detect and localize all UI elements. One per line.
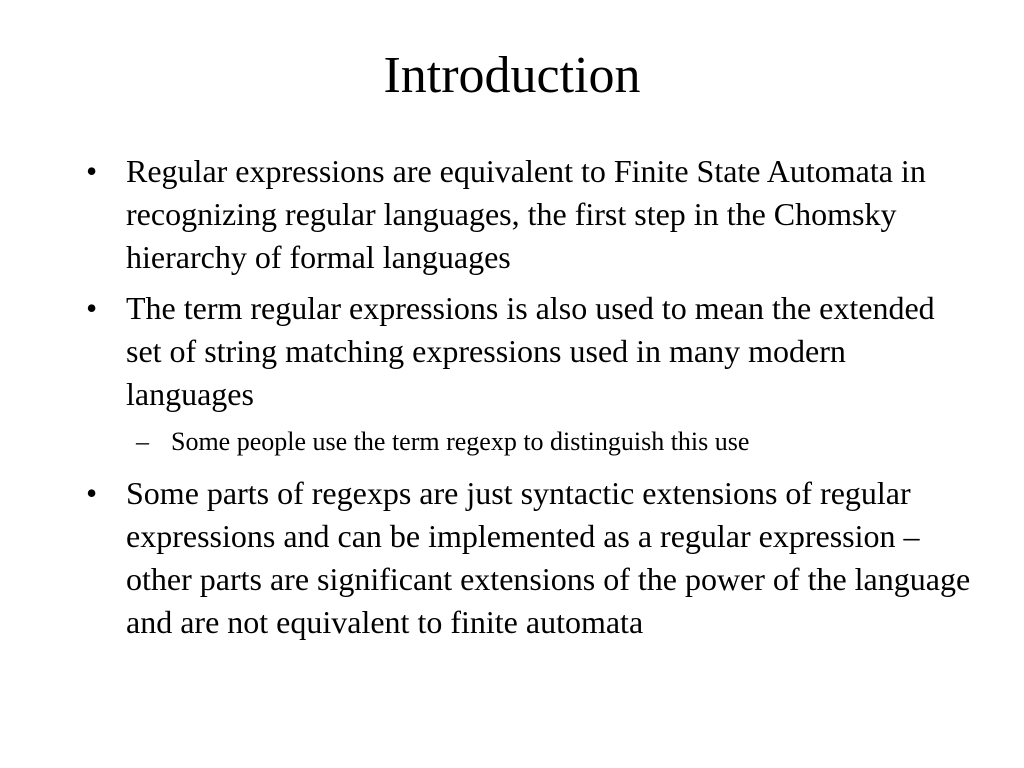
slide-title: Introduction <box>383 47 641 104</box>
bullet-text: Regular expressions are equivalent to Finite State Automata in recognizing regular languages, the first step in the Chomsky hierarchy of formal languages <box>126 153 926 275</box>
bullet-text: The term regular expressions is also used to mean the extended set of string matching expressions used in many modern languages <box>126 290 935 412</box>
sub-bullet-text: Some people use the term regexp to distinguish this use <box>171 427 750 456</box>
bullet-marker: • <box>86 475 98 511</box>
bullet-text: Some parts of regexps are just syntactic extensions of regular expressions and can be implemented as a regular expression – other parts are significant extensions of the power of the language and are not equivalent to finite automata <box>126 475 971 640</box>
sub-bullet-item <box>86 424 976 460</box>
sub-bullet-marker: – <box>136 427 149 456</box>
bullet-item <box>86 472 976 644</box>
bullet-marker: • <box>86 290 98 326</box>
bullet-item <box>86 287 976 416</box>
bullet-marker: • <box>86 153 98 189</box>
slide-body <box>86 150 976 652</box>
bullet-item <box>86 150 976 279</box>
